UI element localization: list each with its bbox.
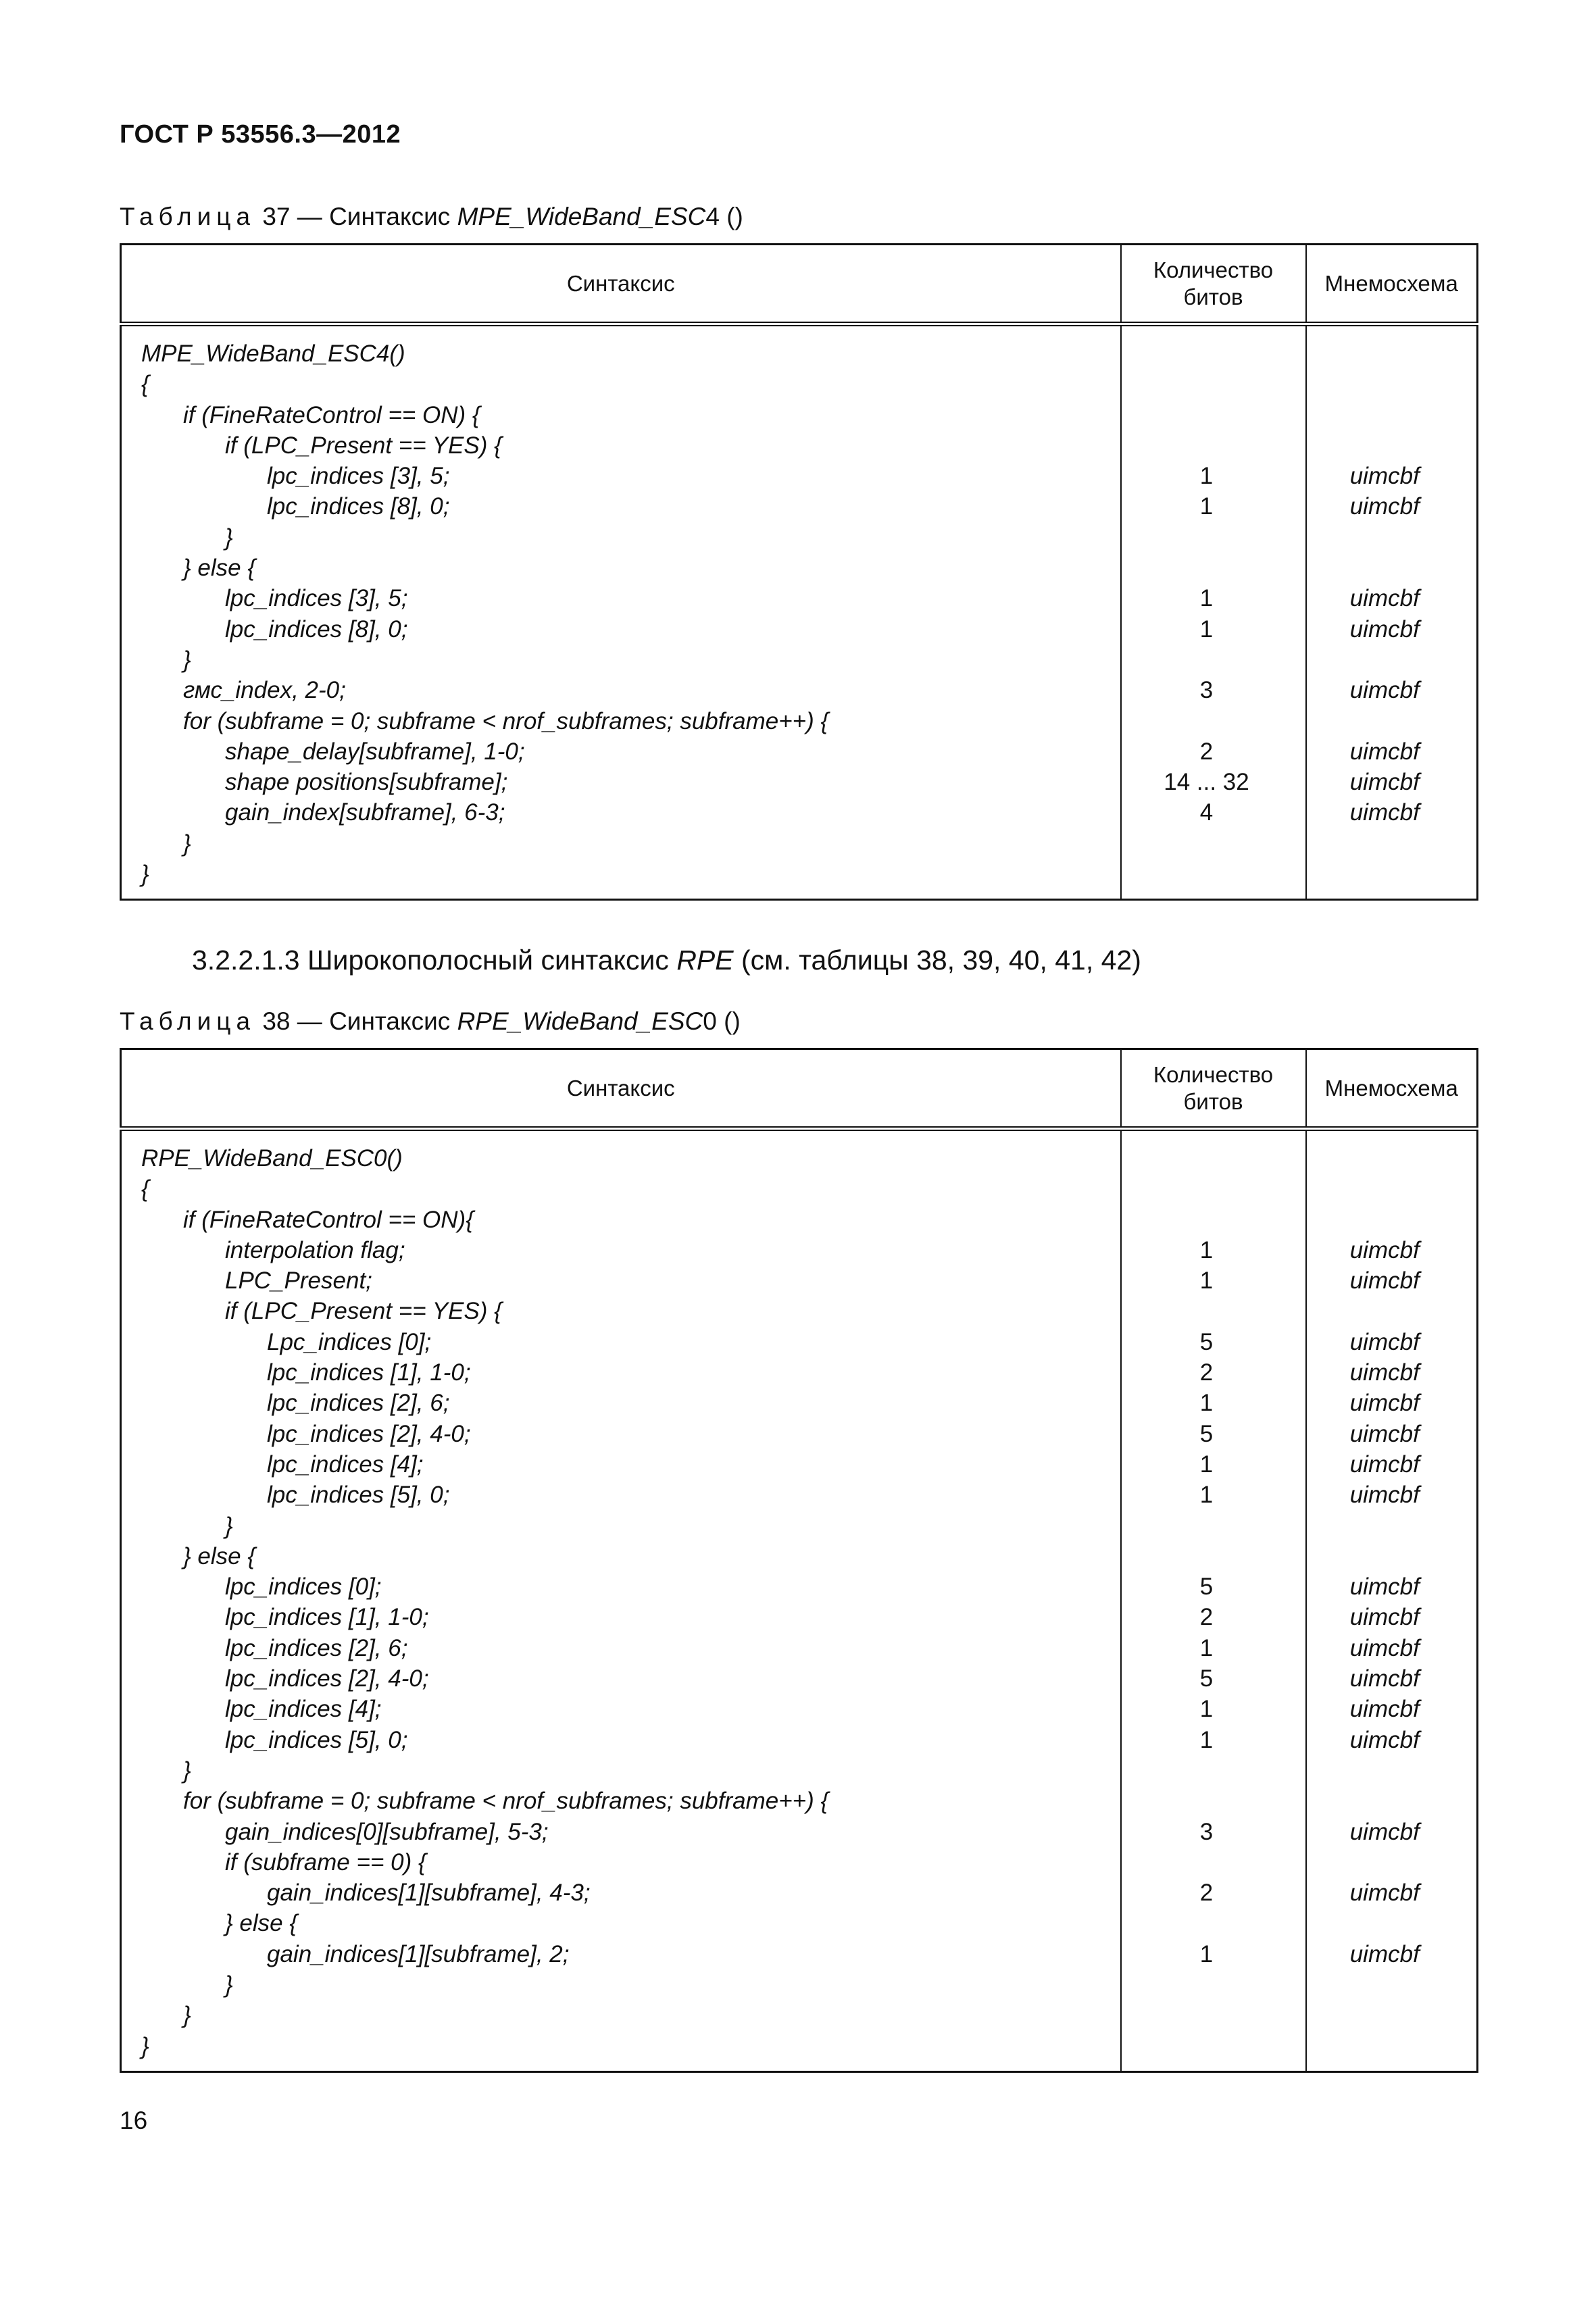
code-line: lpc_indices [4]; <box>225 1696 382 1723</box>
bits-value <box>1122 1143 1305 1174</box>
bits-value <box>1122 400 1305 430</box>
mnemonic-value: uimcbf <box>1349 463 1420 490</box>
bits-value <box>1122 369 1305 399</box>
bits-value: 1 <box>1199 585 1214 612</box>
mnemonic-value: uimcbf <box>1349 1236 1420 1263</box>
code-line: lpc_indices [8], 0; <box>267 493 450 520</box>
mnemonic-value: uimcbf <box>1349 1482 1420 1509</box>
mnemonic-value: uimcbf <box>1349 1880 1420 1907</box>
code-line: lpc_indices [8], 0; <box>225 615 408 643</box>
code-line: } else { <box>225 1910 298 1937</box>
code-line: } <box>183 646 191 673</box>
syntax-column-header: Синтаксис <box>121 1049 1121 1129</box>
bits-value <box>1122 1847 1305 1878</box>
mnemonic-column <box>1306 324 1478 900</box>
mnemonic-value: uimcbf <box>1349 1665 1420 1692</box>
mnemonic-value: uimcbf <box>1349 1574 1420 1601</box>
code-line: { <box>141 1176 149 1203</box>
mnemonic-value: uimcbf <box>1349 1940 1420 1967</box>
code-line: lpc_indices [2], 4-0; <box>225 1665 429 1692</box>
bits-value <box>1122 1786 1305 1816</box>
table-37-caption <box>120 203 743 231</box>
mnemonic-value <box>1307 1541 1477 1571</box>
bits-column-header <box>1121 1049 1306 1129</box>
bits-value: 1 <box>1199 1696 1214 1723</box>
mnemonic-value <box>1307 2000 1477 2030</box>
bits-value <box>1122 859 1305 889</box>
bits-value <box>1122 2031 1305 2061</box>
mnemonic-value <box>1307 2031 1477 2061</box>
bits-value: 14 ... 32 <box>1164 769 1249 796</box>
bits-column <box>1121 1129 1306 2072</box>
code-line: if (subframe == 0) { <box>225 1848 426 1876</box>
table-37-caption-suffix: 4 () <box>705 203 743 230</box>
mnemonic-value: uimcbf <box>1349 799 1420 826</box>
code-line: lpc_indices [2], 6; <box>267 1390 450 1417</box>
code-line: lpc_indices [2], 6; <box>225 1634 408 1661</box>
code-line: { <box>141 371 149 398</box>
code-line: gain_indices[0][subframe], 5-3; <box>225 1818 549 1845</box>
mnemonic-value <box>1307 859 1477 889</box>
code-line: } <box>183 830 191 857</box>
bits-value: 3 <box>1199 1818 1214 1845</box>
bits-value: 1 <box>1199 1267 1214 1294</box>
code-line: lpc_indices [3], 5; <box>225 585 408 612</box>
bits-value <box>1122 706 1305 736</box>
bits-value <box>1122 1511 1305 1541</box>
mnemonic-value <box>1307 1786 1477 1816</box>
mnemonic-value <box>1307 1908 1477 1938</box>
bits-value: 2 <box>1199 1604 1214 1631</box>
section-heading-rpe: RPE <box>676 945 734 976</box>
bits-value: 2 <box>1199 738 1214 765</box>
table-37-caption-rest: 37 — Синтаксис <box>255 203 457 230</box>
bits-value <box>1122 553 1305 583</box>
code-line: lpc_indices [5], 0; <box>267 1482 450 1509</box>
bits-value <box>1122 1174 1305 1204</box>
syntax-column-header: Синтаксис <box>121 245 1121 324</box>
mnemonic-value: uimcbf <box>1349 1451 1420 1478</box>
bits-header-line1: Количество <box>1153 257 1274 282</box>
syntax-column <box>121 324 1121 900</box>
bits-value: 5 <box>1199 1574 1214 1601</box>
bits-value: 1 <box>1199 1634 1214 1661</box>
mnemonic-value <box>1307 1143 1477 1174</box>
code-line: for (subframe = 0; subframe < nrof_subframes; subframe++) { <box>183 707 829 734</box>
code-line: } else { <box>183 1542 256 1569</box>
code-line: if (FineRateControl == ON){ <box>183 1206 474 1233</box>
bits-value <box>1122 1296 1305 1326</box>
page-number: 16 <box>120 2107 148 2134</box>
bits-value: 1 <box>1199 1482 1214 1509</box>
mnemonic-value: uimcbf <box>1349 585 1420 612</box>
mnemonic-value <box>1307 1174 1477 1204</box>
mnemonic-value: uimcbf <box>1349 1328 1420 1355</box>
code-line: } <box>141 2032 149 2059</box>
mnemonic-value <box>1307 553 1477 583</box>
code-line: lpc_indices [4]; <box>267 1451 424 1478</box>
table-38-caption-suffix: 0 () <box>703 1007 741 1035</box>
bits-value <box>1122 2000 1305 2030</box>
section-heading-text: 3.2.2.1.3 Широкополосный синтаксис <box>192 945 677 976</box>
bits-value: 1 <box>1199 1726 1214 1753</box>
mnemonic-value <box>1307 645 1477 675</box>
mnemonic-column-header: Мнемосхема <box>1306 245 1478 324</box>
code-line: } <box>183 1757 191 1784</box>
code-line: гмс_index, 2-0; <box>183 677 346 704</box>
mnemonic-value: uimcbf <box>1349 1390 1420 1417</box>
bits-value: 2 <box>1199 1359 1214 1386</box>
section-heading <box>192 945 1141 976</box>
code-line: } <box>141 861 149 888</box>
mnemonic-value <box>1307 369 1477 399</box>
mnemonic-value: uimcbf <box>1349 738 1420 765</box>
mnemonic-column <box>1306 1129 1478 2072</box>
bits-header-line1: Количество <box>1153 1061 1274 1087</box>
code-line: lpc_indices [1], 1-0; <box>267 1359 471 1386</box>
bits-column-header <box>1121 245 1306 324</box>
code-line: lpc_indices [3], 5; <box>267 463 450 490</box>
code-line: } <box>183 2002 191 2029</box>
bits-header-line2: битов <box>1183 1088 1243 1114</box>
code-line: } else { <box>183 555 256 582</box>
table-38-caption <box>120 1007 741 1036</box>
mnemonic-value: uimcbf <box>1349 1696 1420 1723</box>
mnemonic-value: uimcbf <box>1349 615 1420 643</box>
mnemonic-value <box>1307 1755 1477 1786</box>
syntax-column <box>121 1129 1121 2072</box>
table-38-caption-rest: 38 — Синтаксис <box>255 1007 457 1035</box>
mnemonic-value: uimcbf <box>1349 1726 1420 1753</box>
bits-value: 5 <box>1199 1420 1214 1447</box>
mnemonic-value <box>1307 706 1477 736</box>
bits-value <box>1122 645 1305 675</box>
mnemonic-value: uimcbf <box>1349 1634 1420 1661</box>
code-line: Lpc_indices [0]; <box>267 1328 432 1355</box>
code-line: lpc_indices [1], 1-0; <box>225 1604 429 1631</box>
document-header: ГОСТ Р 53556.3—2012 <box>120 120 401 149</box>
code-line: lpc_indices [5], 0; <box>225 1726 408 1753</box>
mnemonic-value <box>1307 1511 1477 1541</box>
bits-value: 1 <box>1199 1451 1214 1478</box>
code-line: for (subframe = 0; subframe < nrof_subframes; subframe++) { <box>183 1788 829 1815</box>
mnemonic-value: uimcbf <box>1349 493 1420 520</box>
code-line: lpc_indices [0]; <box>225 1574 382 1601</box>
code-line: RPE_WideBand_ESC0() <box>141 1145 403 1172</box>
mnemonic-value: uimcbf <box>1349 677 1420 704</box>
code-line: gain_indices[1][subframe], 2; <box>267 1940 570 1967</box>
mnemonic-value <box>1307 522 1477 553</box>
mnemonic-value: uimcbf <box>1349 1267 1420 1294</box>
mnemonic-value <box>1307 338 1477 369</box>
mnemonic-value: uimcbf <box>1349 1420 1420 1447</box>
mnemonic-value <box>1307 430 1477 461</box>
code-line: LPC_Present; <box>225 1267 372 1294</box>
bits-header-line2: битов <box>1183 284 1243 309</box>
bits-value: 4 <box>1199 799 1214 826</box>
bits-value <box>1122 1205 1305 1235</box>
mnemonic-value <box>1307 1296 1477 1326</box>
bits-value: 3 <box>1199 677 1214 704</box>
section-heading-reference: (см. таблицы 38, 39, 40, 41, 42) <box>733 945 1141 976</box>
bits-value: 1 <box>1199 1390 1214 1417</box>
code-line: if (LPC_Present == YES) { <box>225 1298 502 1325</box>
bits-value: 5 <box>1199 1328 1214 1355</box>
table-37-caption-name: MPE_WideBand_ESC <box>457 203 706 230</box>
code-line: gain_index[subframe], 6-3; <box>225 799 505 826</box>
table-37-caption-prefix: Таблица <box>120 203 256 230</box>
mnemonic-value <box>1307 1205 1477 1235</box>
code-line: MPE_WideBand_ESC4() <box>141 341 405 367</box>
bits-value <box>1122 1969 1305 2000</box>
bits-value: 2 <box>1199 1880 1214 1907</box>
mnemonic-value: uimcbf <box>1349 1604 1420 1631</box>
bits-value: 1 <box>1199 493 1214 520</box>
code-line: } <box>225 1512 233 1539</box>
bits-value <box>1122 338 1305 369</box>
table-37 <box>120 243 1478 901</box>
code-line: } <box>225 524 233 551</box>
mnemonic-value: uimcbf <box>1349 1359 1420 1386</box>
bits-value: 1 <box>1199 615 1214 643</box>
code-line: shape positions[subframe]; <box>225 769 508 796</box>
bits-value <box>1122 1908 1305 1938</box>
code-line: shape_delay[subframe], 1-0; <box>225 738 525 765</box>
code-line: interpolation flag; <box>225 1236 405 1263</box>
code-line: gain_indices[1][subframe], 4-3; <box>267 1880 591 1907</box>
bits-value <box>1122 1541 1305 1571</box>
bits-value: 1 <box>1199 1940 1214 1967</box>
bits-value <box>1122 828 1305 859</box>
mnemonic-column-header: Мнемосхема <box>1306 1049 1478 1129</box>
mnemonic-value: uimcbf <box>1349 769 1420 796</box>
code-line: if (FineRateControl == ON) { <box>183 401 480 428</box>
mnemonic-value <box>1307 828 1477 859</box>
mnemonic-value: uimcbf <box>1349 1818 1420 1845</box>
bits-value <box>1122 430 1305 461</box>
bits-value <box>1122 1755 1305 1786</box>
mnemonic-value <box>1307 1969 1477 2000</box>
table-38-caption-name: RPE_WideBand_ESC <box>457 1007 703 1035</box>
mnemonic-value <box>1307 400 1477 430</box>
bits-column <box>1121 324 1306 900</box>
code-line: } <box>225 1971 233 1998</box>
table-38 <box>120 1048 1478 2073</box>
bits-value: 5 <box>1199 1665 1214 1692</box>
bits-value: 1 <box>1199 463 1214 490</box>
bits-value: 1 <box>1199 1236 1214 1263</box>
code-line: lpc_indices [2], 4-0; <box>267 1420 471 1447</box>
bits-value <box>1122 522 1305 553</box>
table-38-caption-prefix: Таблица <box>120 1007 256 1035</box>
code-line: if (LPC_Present == YES) { <box>225 432 502 459</box>
mnemonic-value <box>1307 1847 1477 1878</box>
